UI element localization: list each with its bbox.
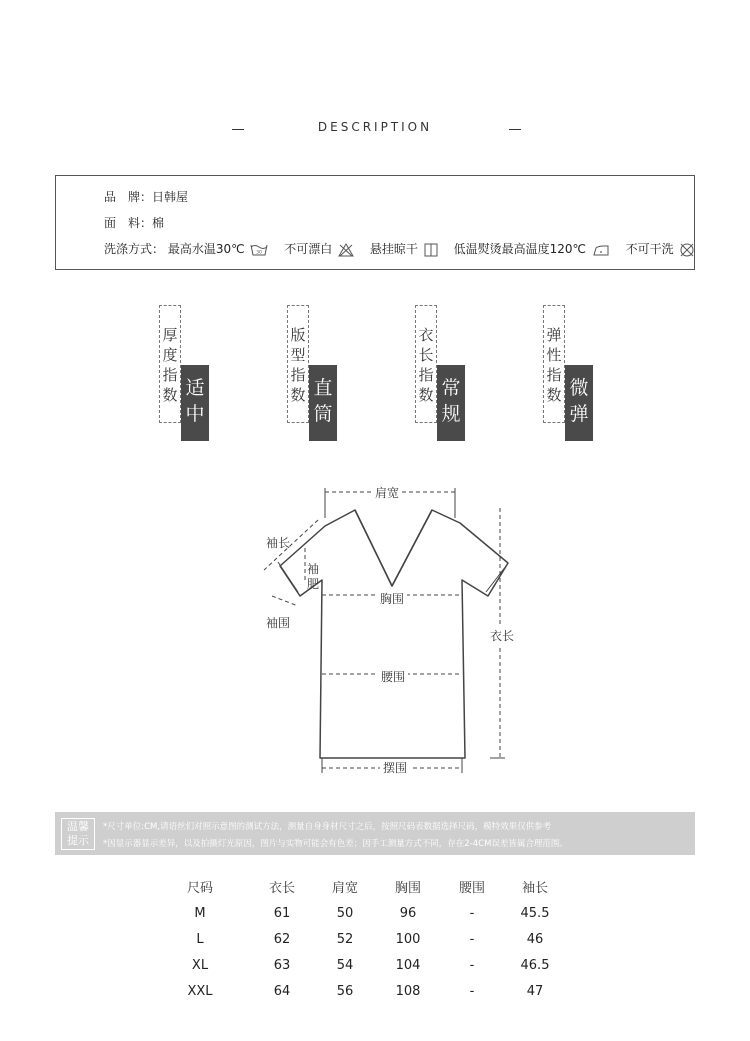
notice-line-1: *尺寸单位:CM,请语丝们对照示意图的测试方法，测量自身身材尺寸之后，按照尺码表数据选择尺码，模特效果仅供参考 bbox=[103, 822, 552, 832]
table-cell: 61 bbox=[273, 906, 291, 921]
table-cell: 54 bbox=[336, 958, 354, 973]
table-cell: 50 bbox=[336, 906, 354, 921]
table-cell: 56 bbox=[336, 984, 354, 999]
col-header: 袖长 bbox=[521, 881, 548, 896]
product-info-box bbox=[55, 175, 695, 270]
index-elasticity bbox=[543, 305, 623, 445]
col-header: 胸围 bbox=[394, 881, 421, 896]
col-header: 尺码 bbox=[186, 881, 213, 896]
table-cell: 46 bbox=[526, 932, 544, 947]
col-header: 衣长 bbox=[268, 881, 295, 896]
index-thickness bbox=[159, 305, 239, 445]
table-cell: M bbox=[194, 906, 206, 921]
index-value: 微弹 bbox=[565, 365, 593, 441]
table-cell: 63 bbox=[273, 958, 291, 973]
table-cell: - bbox=[469, 958, 475, 973]
sleeve-width-label: 袖肥 bbox=[307, 562, 320, 591]
shirt-outline bbox=[280, 510, 508, 758]
table-cell: - bbox=[469, 984, 475, 999]
shoulder-label: 肩宽 bbox=[372, 484, 402, 501]
index-label: 厚度指数 bbox=[162, 326, 178, 404]
low-iron-icon bbox=[592, 243, 610, 257]
sleeve-length-label: 袖长 bbox=[266, 536, 291, 550]
care-text: 最高水温30℃ bbox=[167, 242, 245, 256]
index-label: 版型指数 bbox=[290, 326, 306, 404]
table-cell: 104 bbox=[395, 958, 421, 973]
brand-label: 品 牌： bbox=[104, 190, 153, 204]
hang-dry-icon bbox=[424, 243, 438, 257]
index-value: 适中 bbox=[181, 365, 209, 441]
header-dash-left bbox=[232, 129, 244, 130]
no-dry-clean-icon bbox=[679, 242, 695, 258]
wash-label: 洗涤方式： bbox=[104, 242, 165, 256]
table-cell: L bbox=[196, 932, 204, 947]
notice-tag-line1: 温馨 bbox=[67, 820, 89, 833]
care-low-iron bbox=[454, 240, 610, 257]
notice-tag bbox=[61, 818, 95, 850]
table-cell: 62 bbox=[273, 932, 291, 947]
table-cell: - bbox=[469, 906, 475, 921]
care-no-bleach bbox=[284, 240, 354, 257]
hem-label: 摆围 bbox=[380, 759, 410, 776]
index-label: 衣长指数 bbox=[418, 326, 434, 404]
notice-bar bbox=[55, 812, 695, 855]
care-text: 不可干洗 bbox=[625, 242, 674, 256]
table-cell: 46.5 bbox=[520, 958, 550, 973]
care-wash-30 bbox=[168, 240, 269, 257]
care-text: 不可漂白 bbox=[284, 242, 333, 256]
waist-label: 腰围 bbox=[378, 668, 408, 685]
wash-30-icon bbox=[250, 243, 268, 257]
header-dash-right bbox=[509, 129, 521, 130]
notice-tag-line2: 提示 bbox=[67, 834, 89, 847]
fabric-row bbox=[104, 214, 164, 231]
care-text: 悬挂晾干 bbox=[369, 242, 418, 256]
col-header: 腰围 bbox=[458, 881, 485, 896]
page-title: DESCRIPTION bbox=[317, 120, 433, 134]
brand-row bbox=[104, 188, 188, 205]
table-cell: 100 bbox=[395, 932, 421, 947]
table-cell: - bbox=[469, 932, 475, 947]
care-hang-dry bbox=[370, 240, 438, 257]
table-cell: 45.5 bbox=[520, 906, 550, 921]
notice-line-2: *因显示器显示差异，以及拍摄灯光原因，图片与实物可能会有色差；因手工测量方式不同，存在2-4CM误差皆属合理范围。 bbox=[103, 839, 568, 849]
garment-diagram bbox=[250, 478, 530, 778]
length-label: 衣长 bbox=[490, 625, 514, 646]
table-cell: 96 bbox=[399, 906, 417, 921]
chest-label: 胸围 bbox=[377, 590, 407, 607]
index-fit bbox=[287, 305, 367, 445]
index-value: 直筒 bbox=[309, 365, 337, 441]
table-cell: 52 bbox=[336, 932, 354, 947]
col-header: 肩宽 bbox=[331, 881, 358, 896]
table-cell: 108 bbox=[395, 984, 421, 999]
brand-value: 日韩屋 bbox=[152, 190, 189, 204]
fabric-value: 棉 bbox=[152, 216, 165, 230]
table-cell: 64 bbox=[273, 984, 291, 999]
table-cell: XXL bbox=[187, 984, 213, 999]
no-bleach-icon bbox=[338, 243, 354, 257]
index-value: 常规 bbox=[437, 365, 465, 441]
table-cell: 47 bbox=[526, 984, 544, 999]
table-cell: XL bbox=[191, 958, 209, 973]
cuff-label: 袖围 bbox=[266, 616, 291, 630]
care-text: 低温熨烫最高温度120℃ bbox=[453, 242, 586, 256]
wash-row bbox=[104, 240, 707, 258]
svg-text:30: 30 bbox=[256, 250, 263, 255]
index-label: 弹性指数 bbox=[546, 326, 562, 404]
fabric-label: 面 料： bbox=[104, 216, 153, 230]
care-no-dry-clean bbox=[626, 240, 696, 258]
index-length bbox=[415, 305, 495, 445]
